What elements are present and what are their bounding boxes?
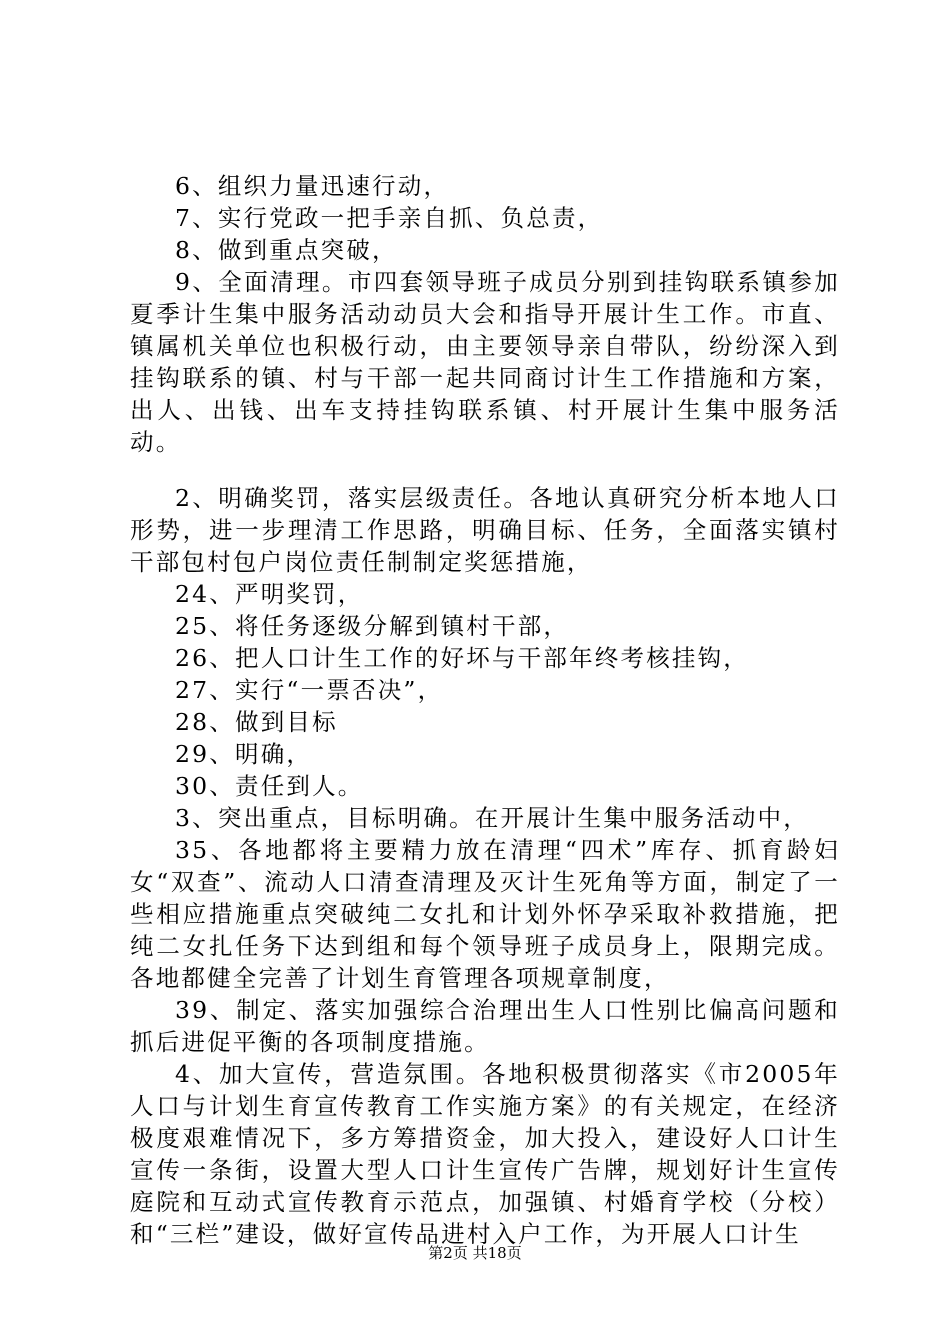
paragraph-25: 25、将任务逐级分解到镇村干部， <box>175 612 570 640</box>
paragraph-6: 6、组织力量迅速行动， <box>175 172 450 200</box>
paragraph-24: 24、严明奖罚， <box>175 580 364 608</box>
paragraph-section-3: 3、突出重点，目标明确。在开展计生集中服务活动中， <box>175 804 809 832</box>
paragraph-9: 9、全面清理。市四套领导班子成员分别到挂钩联系镇参加夏季计生集中服务活动动员大会和指导开展计生工作。市直、镇属机关单位也积极行动，由主要领导亲自带队，纷纷深入到挂钩联系的镇、村与干部一起共同商讨计生工作措施和方案，出人、出钱、出车支持挂钩联系镇、村开展计生集中服务活动。 <box>130 268 840 456</box>
paragraph-35: 35、各地都将主要精力放在清理“四术”库存、抓育龄妇女“双查”、流动人口清查清理及灭计生死角等方面，制定了一些相应措施重点突破纯二女扎和计划外怀孕采取补救措施，把纯二女扎任务下达到组和每个领导班子成员身上，限期完成。各地都健全完善了计划生育管理各项规章制度， <box>130 836 840 992</box>
paragraph-39: 39、制定、落实加强综合治理出生人口性别比偏高问题和抓后进促平衡的各项制度措施。 <box>130 996 840 1056</box>
paragraph-30: 30、责任到人。 <box>175 772 364 800</box>
paragraph-8: 8、做到重点突破， <box>175 236 398 264</box>
paragraph-section-2: 2、明确奖罚，落实层级责任。各地认真研究分析本地人口形势，进一步理清工作思路，明确目标、任务，全面落实镇村干部包村包户岗位责任制制定奖惩措施， <box>130 484 840 576</box>
paragraph-7: 7、实行党政一把手亲自抓、负总责， <box>175 204 604 232</box>
paragraph-28: 28、做到目标 <box>175 708 338 736</box>
document-body <box>130 170 840 1250</box>
paragraph-26: 26、把人口计生工作的好坏与干部年终考核挂钩， <box>175 644 750 672</box>
page-number-footer: 第2页 共18页 <box>428 1244 522 1262</box>
paragraph-27: 27、实行“一票否决”， <box>175 676 444 704</box>
paragraph-29: 29、明确， <box>175 740 313 768</box>
paragraph-section-4: 4、加大宣传，营造氛围。各地积极贯彻落实《市2005年人口与计划生育宣传教育工作实施方案》的有关规定，在经济极度艰难情况下，多方筹措资金，加大投入，建设好人口计生宣传一条街，设置大型人口计生宣传广告牌，规划好计生宣传庭院和互动式宣传教育示范点，加强镇、村婚育学校（分校）和“三栏”建设，做好宣传品进村入户工作，为开展人口计生 <box>130 1060 840 1248</box>
